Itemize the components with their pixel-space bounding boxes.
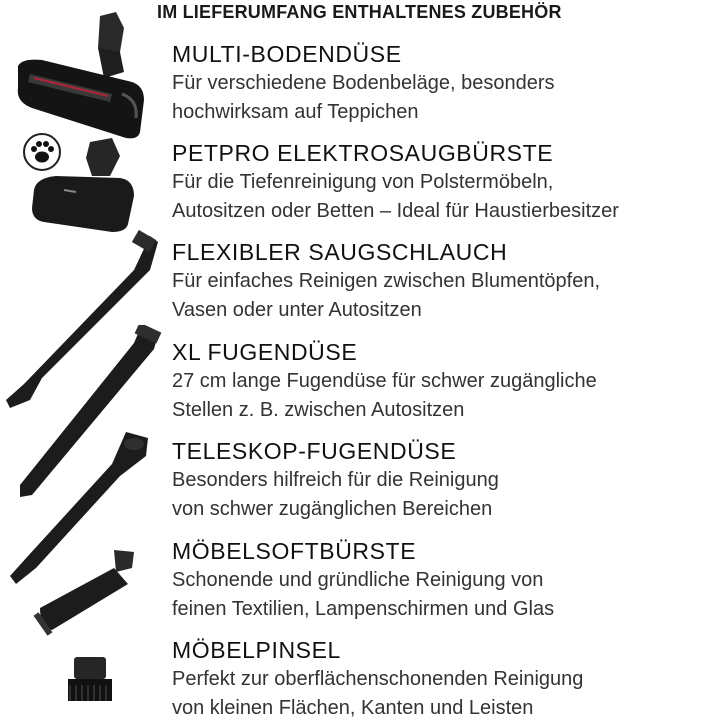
- dusting-brush-icon: [66, 655, 116, 705]
- accessory-item-multi-floor-nozzle: [172, 40, 702, 126]
- floor-nozzle-icon: [12, 8, 152, 140]
- pet-brush-icon: [30, 138, 140, 238]
- accessory-item-xl-crevice: [172, 338, 702, 424]
- item-title: MÖBELPINSEL: [172, 637, 341, 663]
- item-description-line1: Für die Tiefenreinigung von Polstermöbeln,: [172, 171, 554, 193]
- item-description-line2: von schwer zugänglichen Bereichen: [172, 498, 493, 520]
- item-description-line1: 27 cm lange Fugendüse für schwer zugängliche: [172, 370, 597, 392]
- accessory-item-dusting-brush: [172, 636, 702, 722]
- item-description-line1: Für verschiedene Bodenbeläge, besonders: [172, 72, 555, 94]
- item-description-line1: Perfekt zur oberflächenschonenden Reinigung: [172, 668, 584, 690]
- item-description-line2: Vasen oder unter Autositzen: [172, 299, 422, 321]
- accessory-item-petpro-brush: [172, 139, 702, 225]
- accessory-item-soft-brush: [172, 537, 702, 623]
- item-title: PETPRO ELEKTROSAUGBÜRSTE: [172, 140, 554, 166]
- item-title: MULTI-BODENDÜSE: [172, 41, 402, 67]
- item-description-line2: feinen Textilien, Lampenschirmen und Glas: [172, 598, 555, 620]
- item-title: XL FUGENDÜSE: [172, 339, 358, 365]
- page-title: IM LIEFERUMFANG ENTHALTENES ZUBEHÖR: [157, 2, 562, 22]
- accessory-item-flexible-hose: [172, 238, 702, 324]
- item-description-line1: Schonende und gründliche Reinigung von: [172, 569, 544, 591]
- item-title: TELESKOP-FUGENDÜSE: [172, 438, 457, 464]
- item-title: MÖBELSOFTBÜRSTE: [172, 538, 417, 564]
- accessory-item-telescopic-crevice: [172, 437, 702, 523]
- item-description-line1: Besonders hilfreich für die Reinigung: [172, 469, 499, 491]
- item-description-line2: von kleinen Flächen, Kanten und Leisten: [172, 697, 534, 719]
- item-description-line2: Stellen z. B. zwischen Autositzen: [172, 399, 465, 421]
- item-title: FLEXIBLER SAUGSCHLAUCH: [172, 239, 508, 265]
- item-description-line2: hochwirksam auf Teppichen: [172, 101, 419, 123]
- item-description-line2: Autositzen oder Betten – Ideal für Haustierbesitzer: [172, 200, 619, 222]
- soft-brush-icon: [30, 548, 140, 638]
- item-description-line1: Für einfaches Reinigen zwischen Blumentöpfen,: [172, 270, 601, 292]
